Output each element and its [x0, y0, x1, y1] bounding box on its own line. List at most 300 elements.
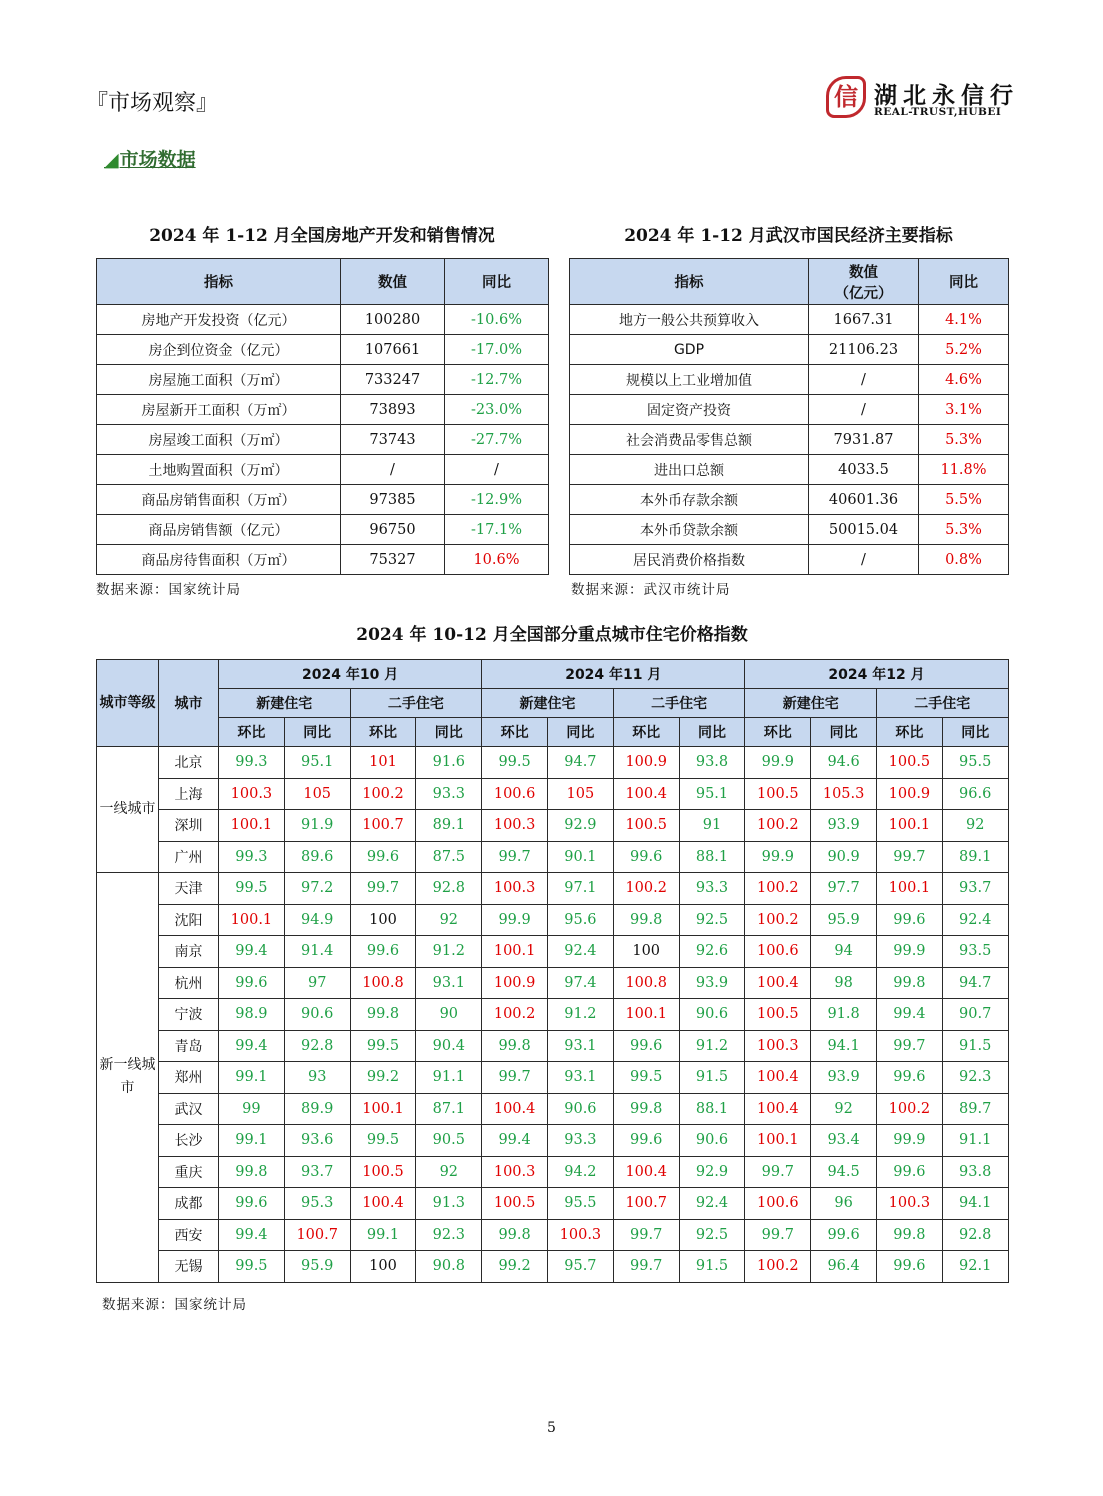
index-cell: 93.9: [679, 967, 745, 999]
table-row: [97, 810, 1009, 842]
value-cell: /: [809, 395, 919, 425]
yoy-cell: -17.0%: [445, 335, 549, 365]
index-cell: 99.5: [219, 873, 285, 905]
index-cell: 100.5: [877, 747, 943, 779]
index-cell: 89.1: [416, 810, 482, 842]
index-cell: 92.3: [942, 1062, 1008, 1094]
table-row: [97, 1093, 1009, 1125]
tier-name: 新一线城市: [99, 1057, 156, 1097]
index-cell: 97: [284, 967, 350, 999]
index-cell: 100.4: [745, 1062, 811, 1094]
index-cell: 98: [811, 967, 877, 999]
index-cell: 91.2: [679, 1030, 745, 1062]
index-cell: 93: [284, 1062, 350, 1094]
index-cell: 99.8: [877, 967, 943, 999]
index-cell: 99.4: [219, 936, 285, 968]
housing-type-header: 二手住宅: [877, 689, 1009, 718]
index-cell: 91.5: [942, 1030, 1008, 1062]
index-cell: 91.5: [679, 1062, 745, 1094]
indicator-cell: 本外币贷款余额: [570, 515, 809, 545]
index-cell: 92.3: [416, 1219, 482, 1251]
metric-header: 同比: [416, 718, 482, 747]
indicator-cell: 固定资产投资: [570, 395, 809, 425]
table3-title: 2024 年 10-12 月全国部分重点城市住宅价格指数: [356, 625, 748, 645]
index-cell: 89.6: [284, 841, 350, 873]
index-cell: 90.9: [811, 841, 877, 873]
index-cell: 99.2: [350, 1062, 416, 1094]
index-cell: 100.2: [350, 778, 416, 810]
index-cell: 94.2: [548, 1156, 614, 1188]
col-header-value: [809, 259, 919, 305]
index-cell: 93.9: [811, 1062, 877, 1094]
index-cell: 100.5: [613, 810, 679, 842]
month-header-nov: 2024 年11 月: [482, 660, 745, 689]
index-cell: 92: [811, 1093, 877, 1125]
index-cell: 95.1: [284, 747, 350, 779]
city-cell: 上海: [159, 778, 219, 810]
index-cell: 90.6: [679, 1125, 745, 1157]
index-cell: 92.8: [284, 1030, 350, 1062]
yoy-cell: 4.6%: [919, 365, 1009, 395]
index-cell: 99.9: [745, 747, 811, 779]
city-cell: 南京: [159, 936, 219, 968]
index-cell: 92.5: [679, 1219, 745, 1251]
indicator-cell: 房屋竣工面积（万㎡）: [97, 425, 341, 455]
index-cell: 100.3: [219, 778, 285, 810]
value-cell: 75327: [341, 545, 445, 575]
table-row: [97, 841, 1009, 873]
index-cell: 99.7: [350, 873, 416, 905]
value-cell: 73743: [341, 425, 445, 455]
metric-header: 环比: [877, 718, 943, 747]
page-header-title: 『市场观察』: [86, 91, 219, 116]
index-cell: 99.6: [877, 904, 943, 936]
index-cell: 100.2: [745, 904, 811, 936]
index-cell: 92.8: [416, 873, 482, 905]
index-cell: 100.6: [482, 778, 548, 810]
index-cell: 90.7: [942, 999, 1008, 1031]
index-cell: 96: [811, 1188, 877, 1220]
index-cell: 95.7: [548, 1251, 614, 1283]
table-row: [97, 1030, 1009, 1062]
index-cell: 99.7: [877, 841, 943, 873]
index-cell: 99.6: [219, 1188, 285, 1220]
index-cell: 100.7: [613, 1188, 679, 1220]
yoy-cell: -10.6%: [445, 305, 549, 335]
index-cell: 100.1: [482, 936, 548, 968]
index-cell: 94.1: [811, 1030, 877, 1062]
value-cell: /: [341, 455, 445, 485]
city-cell: 深圳: [159, 810, 219, 842]
index-cell: 95.9: [284, 1251, 350, 1283]
index-cell: 97.7: [811, 873, 877, 905]
index-cell: 99.1: [219, 1125, 285, 1157]
index-cell: 99: [219, 1093, 285, 1125]
company-logo: [826, 76, 1026, 122]
index-cell: 91.1: [942, 1125, 1008, 1157]
value-cell: 97385: [341, 485, 445, 515]
index-cell: 99.4: [877, 999, 943, 1031]
metric-header: 环比: [350, 718, 416, 747]
index-cell: 94: [811, 936, 877, 968]
index-cell: 100.7: [350, 810, 416, 842]
value-cell: 96750: [341, 515, 445, 545]
section-heading: [104, 145, 196, 172]
index-cell: 99.5: [482, 747, 548, 779]
col-header-yoy: 同比: [919, 259, 1009, 305]
index-cell: 100.7: [284, 1219, 350, 1251]
indicator-cell: 进出口总额: [570, 455, 809, 485]
index-cell: 99.7: [482, 1062, 548, 1094]
index-cell: 89.7: [942, 1093, 1008, 1125]
index-cell: 93.7: [284, 1156, 350, 1188]
index-cell: 93.8: [942, 1156, 1008, 1188]
col-header-indicator: 指标: [570, 259, 809, 305]
index-cell: 99.7: [877, 1030, 943, 1062]
index-cell: 100: [350, 904, 416, 936]
index-cell: 99.6: [811, 1219, 877, 1251]
index-cell: 99.6: [877, 1156, 943, 1188]
table-row: [97, 1125, 1009, 1157]
month-header-oct: 2024 年10 月: [219, 660, 482, 689]
index-cell: 99.1: [219, 1062, 285, 1094]
wuhan-economy-table: [569, 258, 1009, 575]
index-cell: 100.1: [350, 1093, 416, 1125]
index-cell: 100.1: [219, 810, 285, 842]
index-cell: 99.8: [877, 1219, 943, 1251]
index-cell: 100.1: [745, 1125, 811, 1157]
index-cell: 93.9: [811, 810, 877, 842]
index-cell: 91.4: [284, 936, 350, 968]
unit-header-text: （亿元）: [834, 285, 893, 302]
index-cell: 99.5: [613, 1062, 679, 1094]
logo-chinese-name: 湖北永信行: [874, 83, 1019, 109]
table-row: [570, 545, 1009, 575]
index-cell: 96.4: [811, 1251, 877, 1283]
city-cell: 杭州: [159, 967, 219, 999]
index-cell: 100.4: [482, 1093, 548, 1125]
index-cell: 99.2: [482, 1251, 548, 1283]
index-cell: 89.1: [942, 841, 1008, 873]
housing-type-header: 二手住宅: [613, 689, 745, 718]
table-row: [97, 425, 549, 455]
metric-header: 同比: [811, 718, 877, 747]
triangle-marker-icon: ◢: [104, 149, 119, 171]
index-cell: 99.6: [877, 1062, 943, 1094]
index-cell: 93.3: [679, 873, 745, 905]
yoy-cell: 0.8%: [919, 545, 1009, 575]
city-cell: 宁波: [159, 999, 219, 1031]
table-row: [97, 1156, 1009, 1188]
index-cell: 91.2: [416, 936, 482, 968]
index-cell: 100.3: [548, 1219, 614, 1251]
yoy-cell: 11.8%: [919, 455, 1009, 485]
index-cell: 92.4: [942, 904, 1008, 936]
col-header-value: 数值: [341, 259, 445, 305]
index-cell: 95.1: [679, 778, 745, 810]
section-title: 市场数据: [119, 149, 196, 171]
index-cell: 93.5: [942, 936, 1008, 968]
table-row: [97, 455, 549, 485]
index-cell: 100.1: [877, 810, 943, 842]
index-cell: 99.6: [613, 1030, 679, 1062]
table-row: [97, 936, 1009, 968]
index-cell: 99.6: [613, 1125, 679, 1157]
table-row: [570, 395, 1009, 425]
indicator-cell: 本外币存款余额: [570, 485, 809, 515]
index-cell: 94.1: [942, 1188, 1008, 1220]
index-cell: 91.3: [416, 1188, 482, 1220]
index-cell: 95.5: [942, 747, 1008, 779]
index-cell: 100.1: [877, 873, 943, 905]
index-cell: 91.6: [416, 747, 482, 779]
indicator-cell: 房地产开发投资（亿元）: [97, 305, 341, 335]
metric-header: 同比: [942, 718, 1008, 747]
index-cell: 99.7: [482, 841, 548, 873]
index-cell: 90.6: [548, 1093, 614, 1125]
index-cell: 90.4: [416, 1030, 482, 1062]
housing-type-header: 新建住宅: [219, 689, 351, 718]
index-cell: 99.6: [877, 1251, 943, 1283]
index-cell: 97.2: [284, 873, 350, 905]
index-cell: 100.4: [350, 1188, 416, 1220]
index-cell: 100.3: [482, 1156, 548, 1188]
index-cell: 90.1: [548, 841, 614, 873]
index-cell: 99.7: [745, 1219, 811, 1251]
index-cell: 93.4: [811, 1125, 877, 1157]
index-cell: 97.1: [548, 873, 614, 905]
table-row: [570, 515, 1009, 545]
index-cell: 100.2: [745, 810, 811, 842]
indicator-cell: 房企到位资金（亿元）: [97, 335, 341, 365]
yoy-cell: 5.3%: [919, 425, 1009, 455]
index-cell: 99.6: [613, 841, 679, 873]
yoy-cell: -12.9%: [445, 485, 549, 515]
table1-source: 数据来源：国家统计局: [96, 582, 241, 598]
index-cell: 93.6: [284, 1125, 350, 1157]
index-cell: 100.2: [613, 873, 679, 905]
index-cell: 100.2: [877, 1093, 943, 1125]
value-cell: 733247: [341, 365, 445, 395]
table-row: [97, 1219, 1009, 1251]
index-cell: 93.1: [548, 1062, 614, 1094]
value-cell: /: [809, 365, 919, 395]
metric-header: 环比: [482, 718, 548, 747]
metric-header: 环比: [745, 718, 811, 747]
index-cell: 99.8: [219, 1156, 285, 1188]
index-cell: 98.9: [219, 999, 285, 1031]
index-cell: 99.5: [350, 1125, 416, 1157]
yoy-cell: -17.1%: [445, 515, 549, 545]
index-cell: 92.6: [679, 936, 745, 968]
index-cell: 100.4: [613, 1156, 679, 1188]
table-row: [97, 967, 1009, 999]
table-row: [97, 1251, 1009, 1283]
index-cell: 94.7: [548, 747, 614, 779]
metric-header: 同比: [548, 718, 614, 747]
index-cell: 100.9: [482, 967, 548, 999]
metric-header: 同比: [284, 718, 350, 747]
index-cell: 99.4: [219, 1219, 285, 1251]
metric-header: 环比: [219, 718, 285, 747]
city-cell: 郑州: [159, 1062, 219, 1094]
table3-source: 数据来源：国家统计局: [102, 1297, 247, 1313]
index-cell: 99.8: [613, 904, 679, 936]
index-cell: 99.9: [877, 936, 943, 968]
index-cell: 100.2: [745, 873, 811, 905]
logo-english-name: REAL-TRUST,HUBEI: [874, 106, 1002, 118]
index-cell: 93.7: [942, 873, 1008, 905]
index-cell: 96.6: [942, 778, 1008, 810]
value-cell: 21106.23: [809, 335, 919, 365]
yoy-cell: -27.7%: [445, 425, 549, 455]
index-cell: 90.5: [416, 1125, 482, 1157]
index-cell: 91.5: [679, 1251, 745, 1283]
index-cell: 99.9: [482, 904, 548, 936]
table1-title: 2024 年 1-12 月全国房地产开发和销售情况: [149, 226, 495, 246]
value-cell: /: [809, 545, 919, 575]
index-cell: 93.8: [679, 747, 745, 779]
tier-cell: [97, 873, 159, 1283]
indicator-cell: 商品房待售面积（万㎡）: [97, 545, 341, 575]
month-header-dec: 2024 年12 月: [745, 660, 1008, 689]
city-cell: 青岛: [159, 1030, 219, 1062]
index-cell: 99.4: [482, 1125, 548, 1157]
housing-type-header: 二手住宅: [350, 689, 482, 718]
index-cell: 92.5: [679, 904, 745, 936]
table2-title: 2024 年 1-12 月武汉市国民经济主要指标: [624, 226, 953, 246]
index-cell: 100.5: [350, 1156, 416, 1188]
index-cell: 90.6: [284, 999, 350, 1031]
index-cell: 94.5: [811, 1156, 877, 1188]
index-cell: 99.7: [613, 1251, 679, 1283]
table-row: [570, 455, 1009, 485]
index-cell: 99.7: [613, 1219, 679, 1251]
logo-seal-icon: 信: [826, 76, 866, 118]
indicator-cell: 房屋新开工面积（万㎡）: [97, 395, 341, 425]
table-row: [97, 904, 1009, 936]
indicator-cell: 地方一般公共预算收入: [570, 305, 809, 335]
housing-type-header: 新建住宅: [482, 689, 614, 718]
metric-header: 环比: [613, 718, 679, 747]
index-cell: 92.9: [679, 1156, 745, 1188]
value-header-text: 数值: [849, 264, 878, 281]
index-cell: 100.9: [613, 747, 679, 779]
index-cell: 99.6: [350, 936, 416, 968]
index-cell: 100.4: [613, 778, 679, 810]
city-cell: 成都: [159, 1188, 219, 1220]
city-cell: 无锡: [159, 1251, 219, 1283]
index-cell: 95.6: [548, 904, 614, 936]
yoy-cell: -12.7%: [445, 365, 549, 395]
index-cell: 100.8: [350, 967, 416, 999]
index-cell: 99.9: [877, 1125, 943, 1157]
index-cell: 95.5: [548, 1188, 614, 1220]
index-cell: 94.6: [811, 747, 877, 779]
index-cell: 91.2: [548, 999, 614, 1031]
yoy-cell: 5.3%: [919, 515, 1009, 545]
housing-type-header: 新建住宅: [745, 689, 877, 718]
index-cell: 100.6: [745, 1188, 811, 1220]
table-row: [570, 335, 1009, 365]
index-cell: 100: [613, 936, 679, 968]
index-cell: 92: [416, 904, 482, 936]
indicator-cell: 居民消费价格指数: [570, 545, 809, 575]
index-cell: 92: [942, 810, 1008, 842]
yoy-cell: /: [445, 455, 549, 485]
index-cell: 91: [679, 810, 745, 842]
col-header-yoy: 同比: [445, 259, 549, 305]
index-cell: 94.9: [284, 904, 350, 936]
yoy-cell: 3.1%: [919, 395, 1009, 425]
index-cell: 100.8: [613, 967, 679, 999]
index-cell: 90.6: [679, 999, 745, 1031]
index-cell: 100.9: [877, 778, 943, 810]
indicator-cell: 房屋施工面积（万㎡）: [97, 365, 341, 395]
city-cell: 沈阳: [159, 904, 219, 936]
table-row: [97, 873, 1009, 905]
tier-name: 一线城市: [99, 801, 156, 817]
city-cell: 武汉: [159, 1093, 219, 1125]
value-cell: 107661: [341, 335, 445, 365]
table2-source: 数据来源：武汉市统计局: [571, 582, 731, 598]
index-cell: 100.1: [613, 999, 679, 1031]
index-cell: 100.4: [745, 967, 811, 999]
index-cell: 93.3: [548, 1125, 614, 1157]
col-header-tier: [97, 660, 159, 747]
table-row: [97, 747, 1009, 779]
index-cell: 92: [416, 1156, 482, 1188]
value-cell: 1667.31: [809, 305, 919, 335]
index-cell: 99.5: [219, 1251, 285, 1283]
value-cell: 100280: [341, 305, 445, 335]
index-cell: 95.3: [284, 1188, 350, 1220]
table-row: [570, 485, 1009, 515]
index-cell: 99.8: [350, 999, 416, 1031]
index-cell: 100.3: [482, 873, 548, 905]
index-cell: 105.3: [811, 778, 877, 810]
index-cell: 92.4: [679, 1188, 745, 1220]
col-header-indicator: 指标: [97, 259, 341, 305]
index-cell: 95.9: [811, 904, 877, 936]
value-cell: 40601.36: [809, 485, 919, 515]
value-cell: 73893: [341, 395, 445, 425]
index-cell: 91.1: [416, 1062, 482, 1094]
index-cell: 90.8: [416, 1251, 482, 1283]
index-cell: 99.6: [350, 841, 416, 873]
table-row: [97, 335, 549, 365]
index-cell: 99.1: [350, 1219, 416, 1251]
indicator-cell: 土地购置面积（万㎡）: [97, 455, 341, 485]
tier-header-text: 城市等级: [99, 695, 156, 711]
index-cell: 99.8: [482, 1030, 548, 1062]
index-cell: 93.1: [416, 967, 482, 999]
table-row: [97, 395, 549, 425]
city-cell: 北京: [159, 747, 219, 779]
yoy-cell: 5.2%: [919, 335, 1009, 365]
table-row: [97, 305, 549, 335]
index-cell: 88.1: [679, 1093, 745, 1125]
city-cell: 西安: [159, 1219, 219, 1251]
index-cell: 92.8: [942, 1219, 1008, 1251]
index-cell: 100.4: [745, 1093, 811, 1125]
city-cell: 广州: [159, 841, 219, 873]
table-row: [97, 1188, 1009, 1220]
index-cell: 105: [284, 778, 350, 810]
col-header-city: 城市: [159, 660, 219, 747]
city-cell: 重庆: [159, 1156, 219, 1188]
index-cell: 99.5: [350, 1030, 416, 1062]
